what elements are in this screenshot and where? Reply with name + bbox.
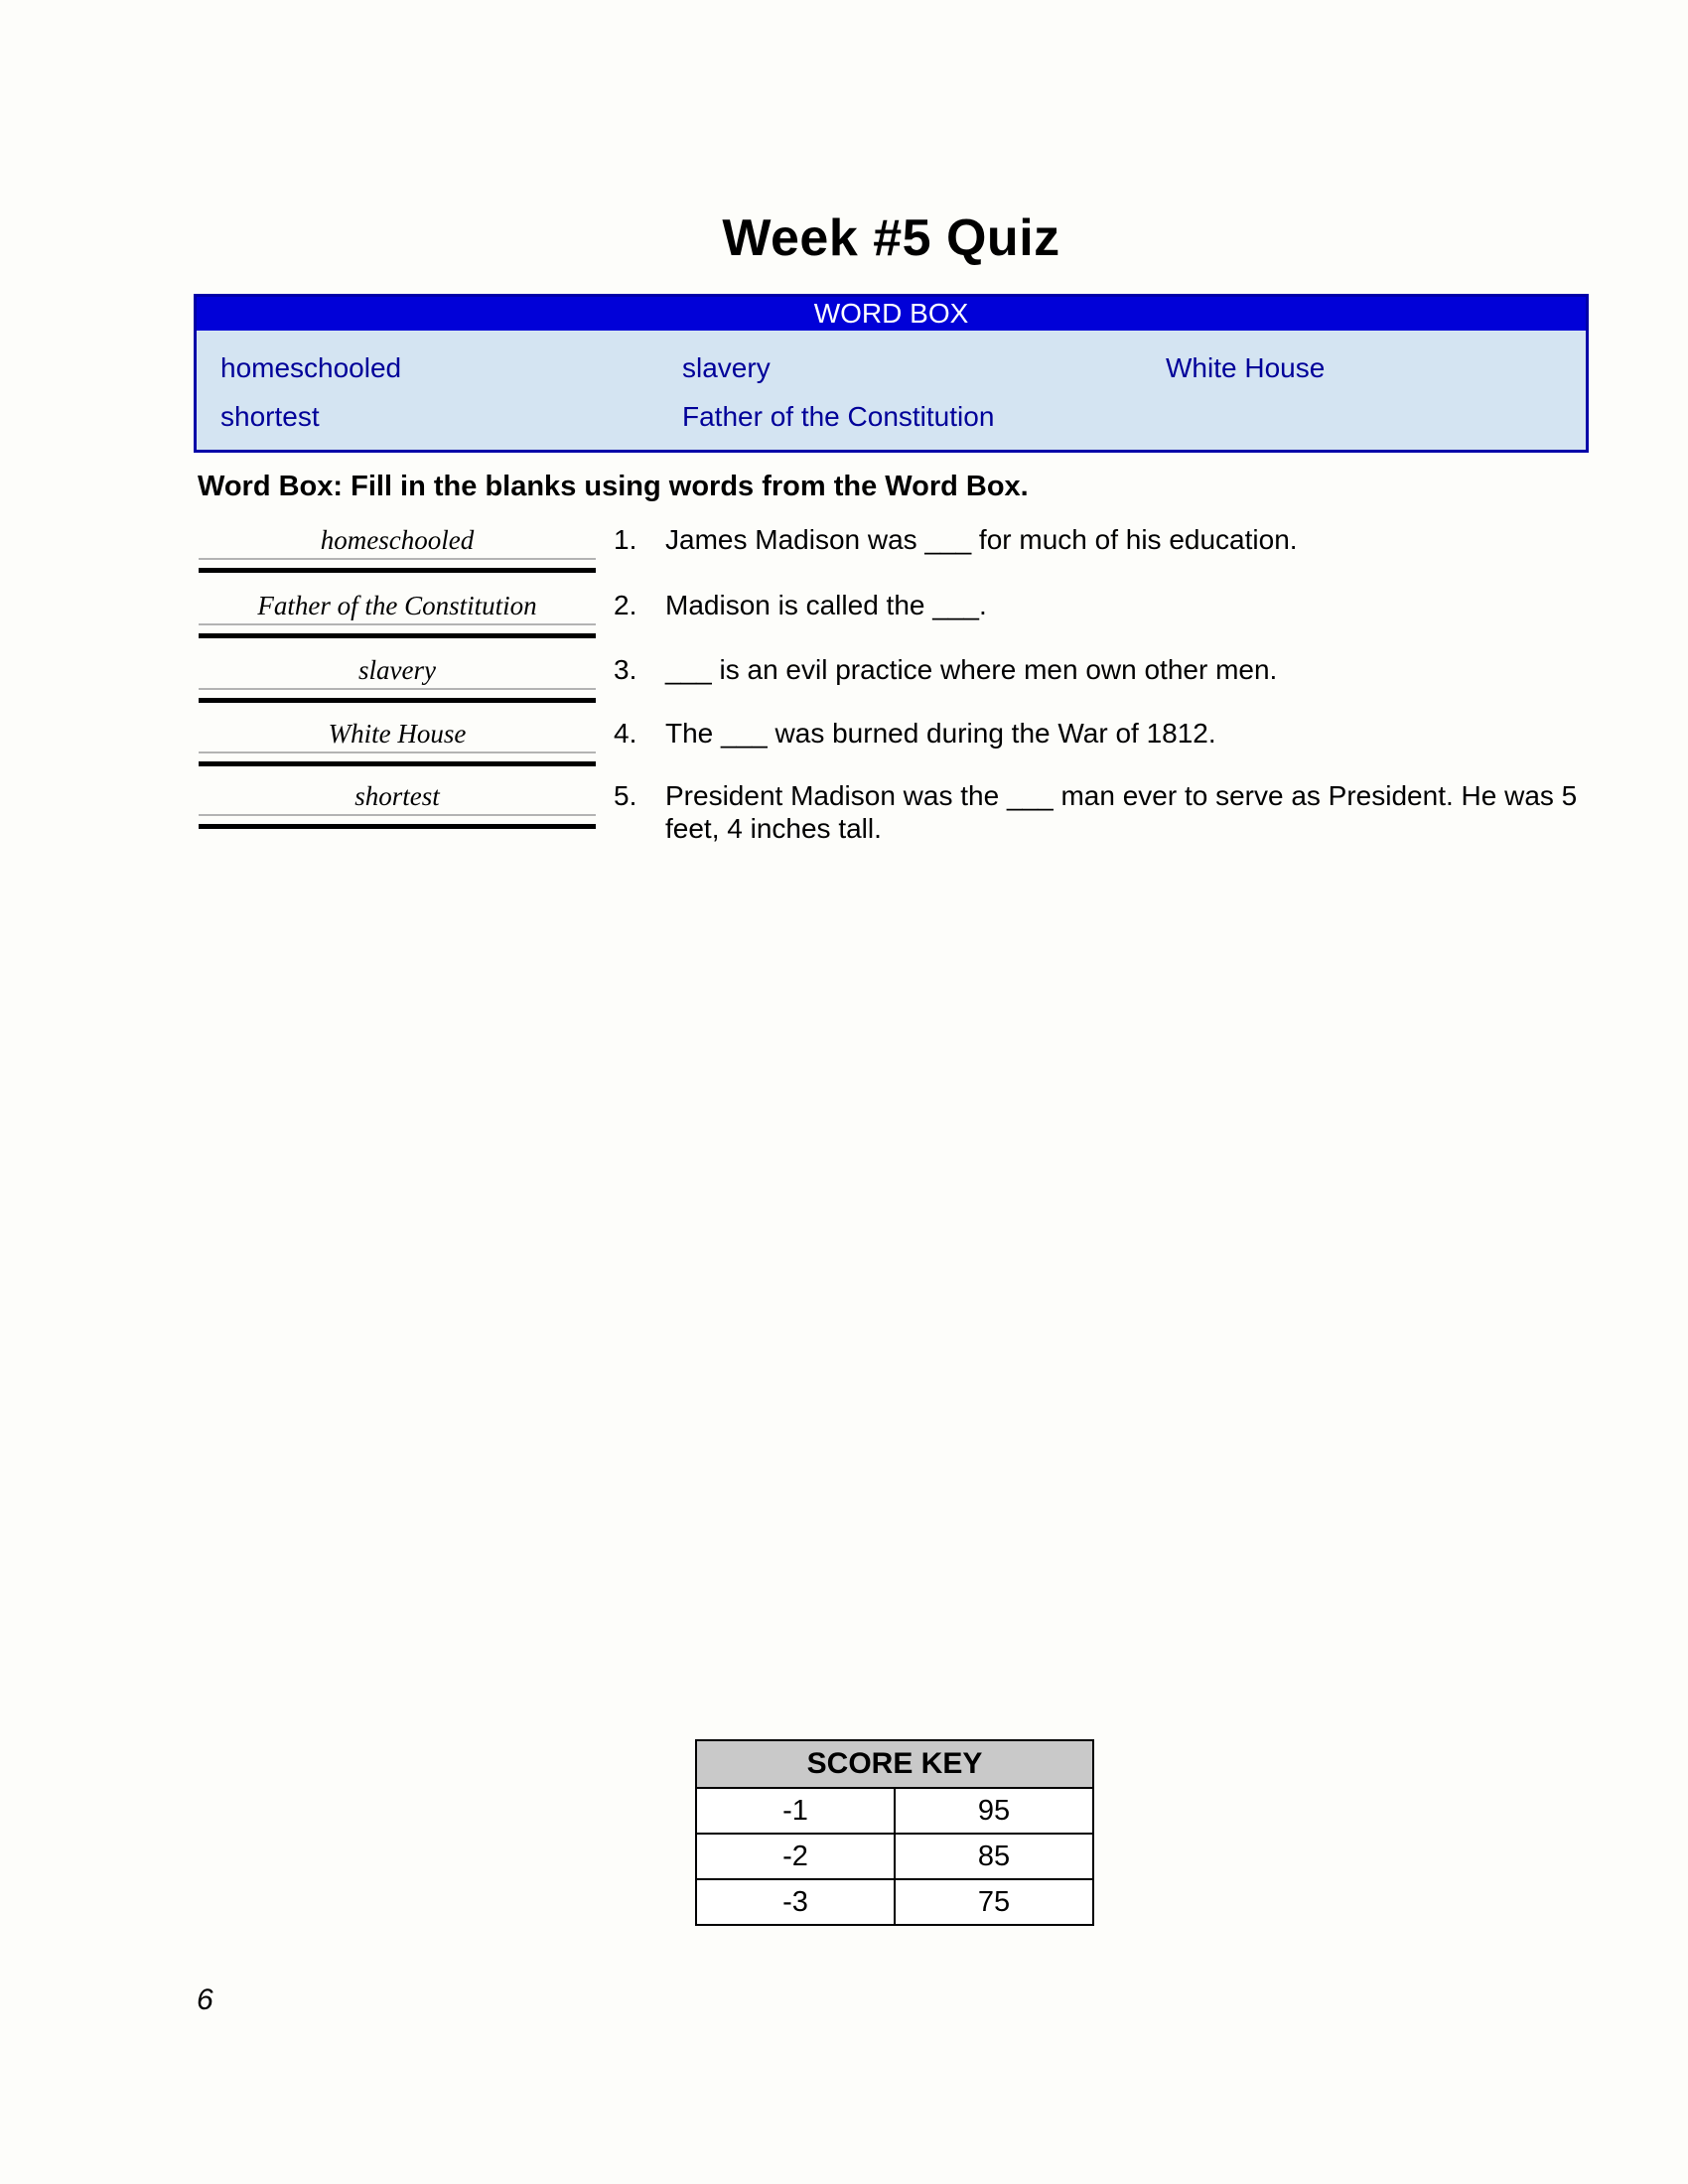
question-row-4: [199, 717, 1604, 766]
word-box: [194, 294, 1589, 453]
score-key-deduction-3: -3: [696, 1879, 895, 1925]
page-title: Week #5 Quiz: [722, 209, 1060, 267]
answer-blank-3[interactable]: [199, 656, 596, 703]
question-number-3: 3.: [614, 654, 637, 685]
score-key-score-2: 85: [895, 1834, 1093, 1879]
answer-blank-5[interactable]: [199, 782, 596, 829]
answer-blank-1[interactable]: [199, 526, 596, 573]
score-key-row-3: [696, 1879, 1093, 1925]
word-box-word-father-of-the-constitution: Father of the Constitution: [682, 401, 995, 432]
page-number: 6: [197, 1983, 213, 2016]
word-box-header: WORD BOX: [197, 297, 1586, 331]
score-key-row-1: [696, 1788, 1093, 1834]
word-box-word-white-house: White House: [1166, 352, 1326, 383]
score-key-deduction-2: -2: [696, 1834, 895, 1879]
question-number-2: 2.: [614, 590, 637, 620]
question-text-3: ___ is an evil practice where men own other men.: [665, 654, 1278, 685]
answer-blank-4[interactable]: [199, 720, 596, 766]
word-box-word-slavery: slavery: [682, 352, 771, 383]
score-key-score-3: 75: [895, 1879, 1093, 1925]
question-number-5: 5.: [614, 780, 637, 811]
instruction-text: Word Box: Fill in the blanks using words from the Word Box.: [198, 471, 1029, 502]
score-key-deduction-1: -1: [696, 1788, 895, 1834]
question-text-4: The ___ was burned during the War of 1812.: [665, 718, 1216, 749]
score-key-header-row: [696, 1740, 1093, 1788]
question-row-5: [199, 779, 1604, 845]
question-text-5: President Madison was the ___ man ever to serve as President. He was 5 feet, 4 inches tall.: [665, 780, 1578, 844]
question-number-1: 1.: [614, 524, 637, 555]
word-box-body: [197, 331, 1586, 450]
answer-text-2: Father of the Constitution: [199, 592, 596, 625]
score-key-header: SCORE KEY: [696, 1740, 1093, 1788]
question-text-2: Madison is called the ___.: [665, 590, 987, 620]
question-row-1: [199, 523, 1604, 573]
question-text-1: James Madison was ___ for much of his education.: [665, 524, 1298, 555]
score-key-table: [695, 1739, 1094, 1926]
answer-text-1: homeschooled: [199, 526, 596, 560]
word-box-word-homeschooled: homeschooled: [220, 352, 402, 383]
question-row-2: [199, 589, 1604, 638]
score-key-score-1: 95: [895, 1788, 1093, 1834]
answer-text-5: shortest: [199, 782, 596, 816]
question-row-3: [199, 653, 1604, 703]
answer-text-4: White House: [199, 720, 596, 753]
answer-text-3: slavery: [199, 656, 596, 690]
score-key-row-2: [696, 1834, 1093, 1879]
question-number-4: 4.: [614, 718, 637, 749]
word-box-word-shortest: shortest: [220, 401, 320, 432]
answer-blank-2[interactable]: [199, 592, 596, 638]
